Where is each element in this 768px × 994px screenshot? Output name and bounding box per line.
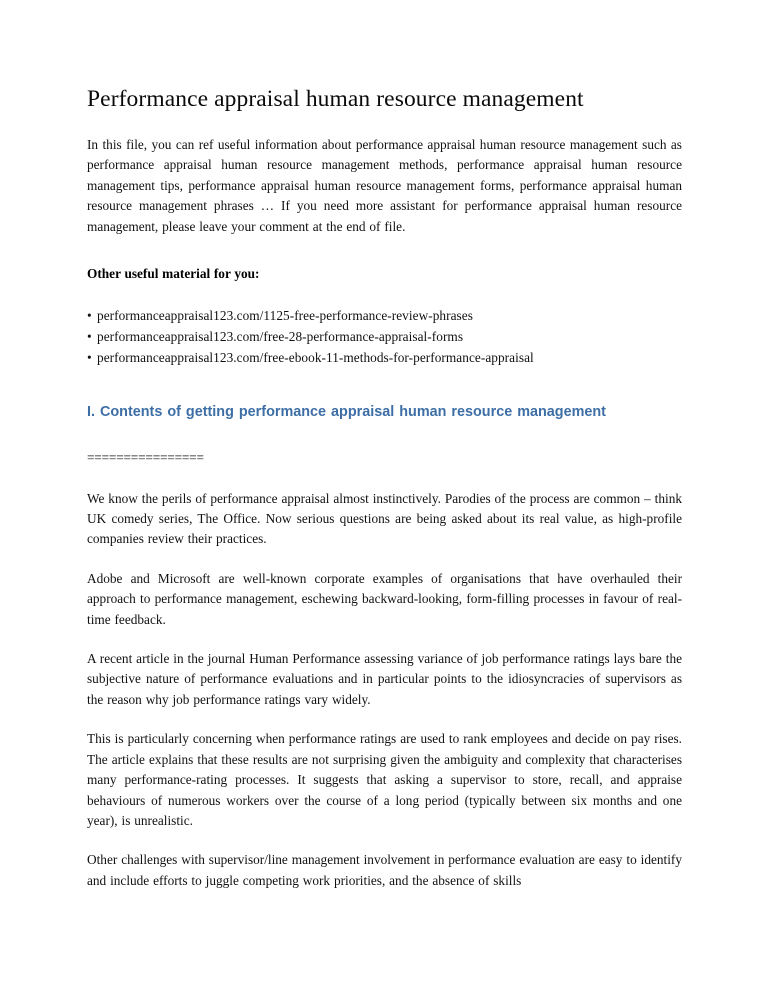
bullet-icon: • [87,329,92,345]
spacer [87,256,682,264]
link-text[interactable]: performanceappraisal123.com/free-28-performance-appraisal-forms [97,329,464,345]
link-text[interactable]: performanceappraisal123.com/free-ebook-11-methods-for-performance-appraisal [97,349,534,365]
intro-paragraph: In this file, you can ref useful information about performance appraisal human resource management such as performance appraisal human resource management methods, performance appraisal human resource management tips, performance appraisal human resource management forms, performance appraisal human resource management phrases … If you need more assistant for performance appraisal human resource management, please leave your comment at the end of file. [87,137,682,234]
paragraph-pay-rises: This is particularly concerning when performance ratings are used to rank employees and decide on pay rises. The article explains that these results are not surprising given the ambiguity and complexity that characterises many performance-rating processes. It suggests that asking a supervisor to store, recall, and appraise behaviours of numerous workers over the course of a long period (typically between six months and one year), is unrealistic. [87,731,682,828]
paragraph-adobe-microsoft: Adobe and Microsoft are well-known corporate examples of organisations that have overhauled their approach to performance management, eschewing backward-looking, form-filling processes in favour of real-time feedback. [87,570,682,627]
list-item[interactable] [87,348,682,369]
link-text[interactable]: performanceappraisal123.com/1125-free-performance-review-phrases [97,308,473,324]
equals-divider: ================ [87,450,204,466]
bullet-icon: • [87,308,92,324]
useful-material-heading: Other useful material for you: [87,266,260,282]
paragraph-perils: We know the perils of performance appraisal almost instinctively. Parodies of the process are common – think UK comedy series, The Office. Now serious questions are being asked about its real value, as high-profile companies review their practices. [87,490,682,547]
paragraph-journal-article: A recent article in the journal Human Performance assessing variance of job performance ratings lays bare the subjective nature of performance evaluations and in particular points to the idiosyncracies of supervisors as the reason why job performance ratings vary widely. [87,651,682,707]
document-title: Performance appraisal human resource management [87,86,584,112]
section-heading-contents: I. Contents of getting performance appraisal human resource management [87,404,606,421]
list-item[interactable] [87,327,682,348]
document-content [87,84,682,891]
list-item[interactable] [87,306,682,327]
paragraph-other-challenges: Other challenges with supervisor/line management involvement in performance evaluation are easy to identify and include efforts to juggle competing work priorities, and the absence of skills [87,852,682,888]
bullet-icon: • [87,349,92,365]
useful-links-list [87,306,682,368]
